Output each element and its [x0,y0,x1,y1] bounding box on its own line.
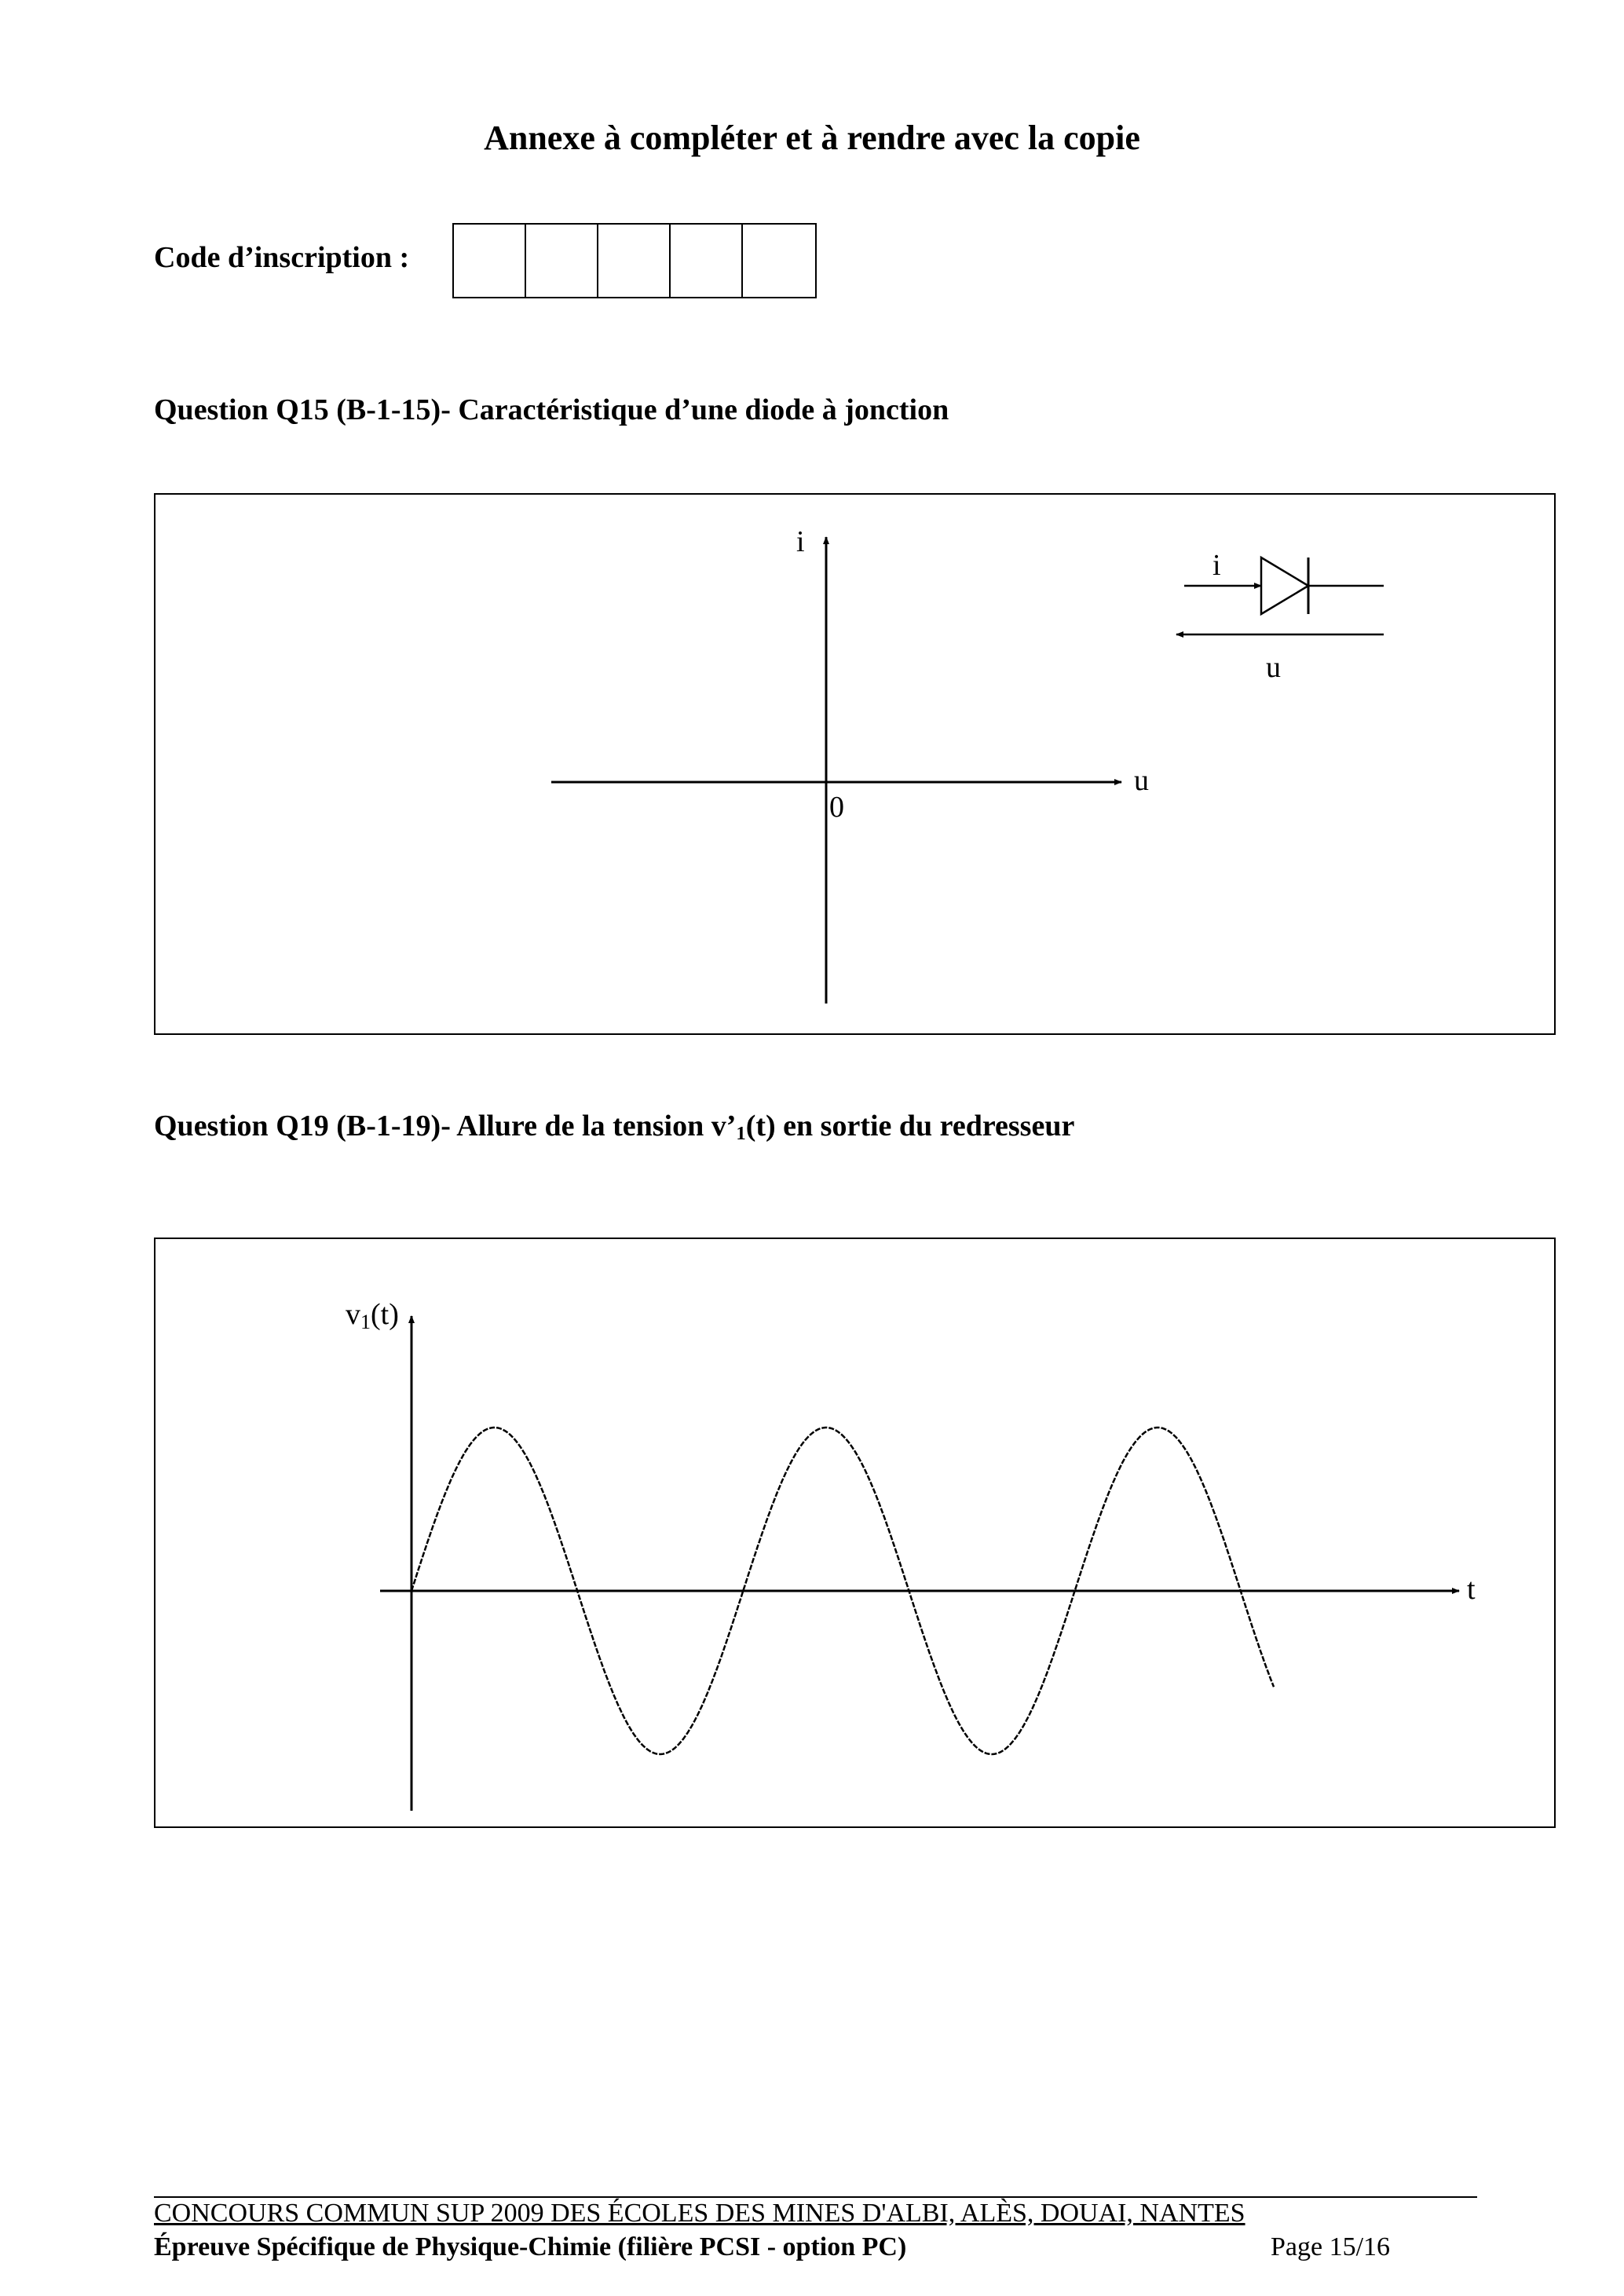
q19-heading-sub: 1 [736,1122,746,1144]
code-inscription-boxes [452,223,817,298]
q19-y-label-main: v [346,1298,360,1331]
q19-heading-prefix: Question Q19 (B-1-19)- Allure de la tension v’ [154,1110,737,1143]
code-box-3[interactable] [598,225,671,297]
code-box-4[interactable] [671,225,743,297]
footer-page-number: Page 15/16 [1271,2232,1391,2261]
q15-answer-frame [154,493,1556,1035]
q15-heading: Question Q15 (B-1-15)- Caractéristique d’une diode à jonction [154,393,949,426]
q19-answer-frame [154,1238,1556,1828]
diode-current-label: i [1213,549,1221,582]
q19-heading [154,1109,1074,1145]
code-inscription-label: Code d’inscription : [154,241,410,274]
page-title: Annexe à compléter et à rendre avec la copie [484,119,1140,157]
footer-line-2: Épreuve Spécifique de Physique-Chimie (filière PCSI - option PC) [154,2232,907,2261]
diode-voltage-label: u [1266,651,1281,684]
q19-chart [155,1239,1557,1830]
q19-y-label-sub: 1 [360,1311,371,1333]
q15-axis-u-label: u [1134,764,1149,797]
q19-heading-suffix: (t) en sortie du redresseur [745,1110,1075,1143]
diode-symbol [1176,558,1384,634]
code-box-2[interactable] [526,225,598,297]
code-box-5[interactable] [743,225,815,297]
code-box-1[interactable] [454,225,526,297]
q15-diagram [155,495,1557,1036]
q19-y-label [346,1298,399,1333]
q15-origin-label: 0 [829,791,844,824]
footer-rule [154,2196,1477,2198]
footer-line-1: CONCOURS COMMUN SUP 2009 DES ÉCOLES DES MINES D'ALBI, ALÈS, DOUAI, NANTES [154,2199,1245,2228]
q19-y-label-tail: (t) [371,1298,399,1331]
q15-axis-i-label: i [796,525,805,558]
q19-x-label: t [1467,1573,1476,1606]
